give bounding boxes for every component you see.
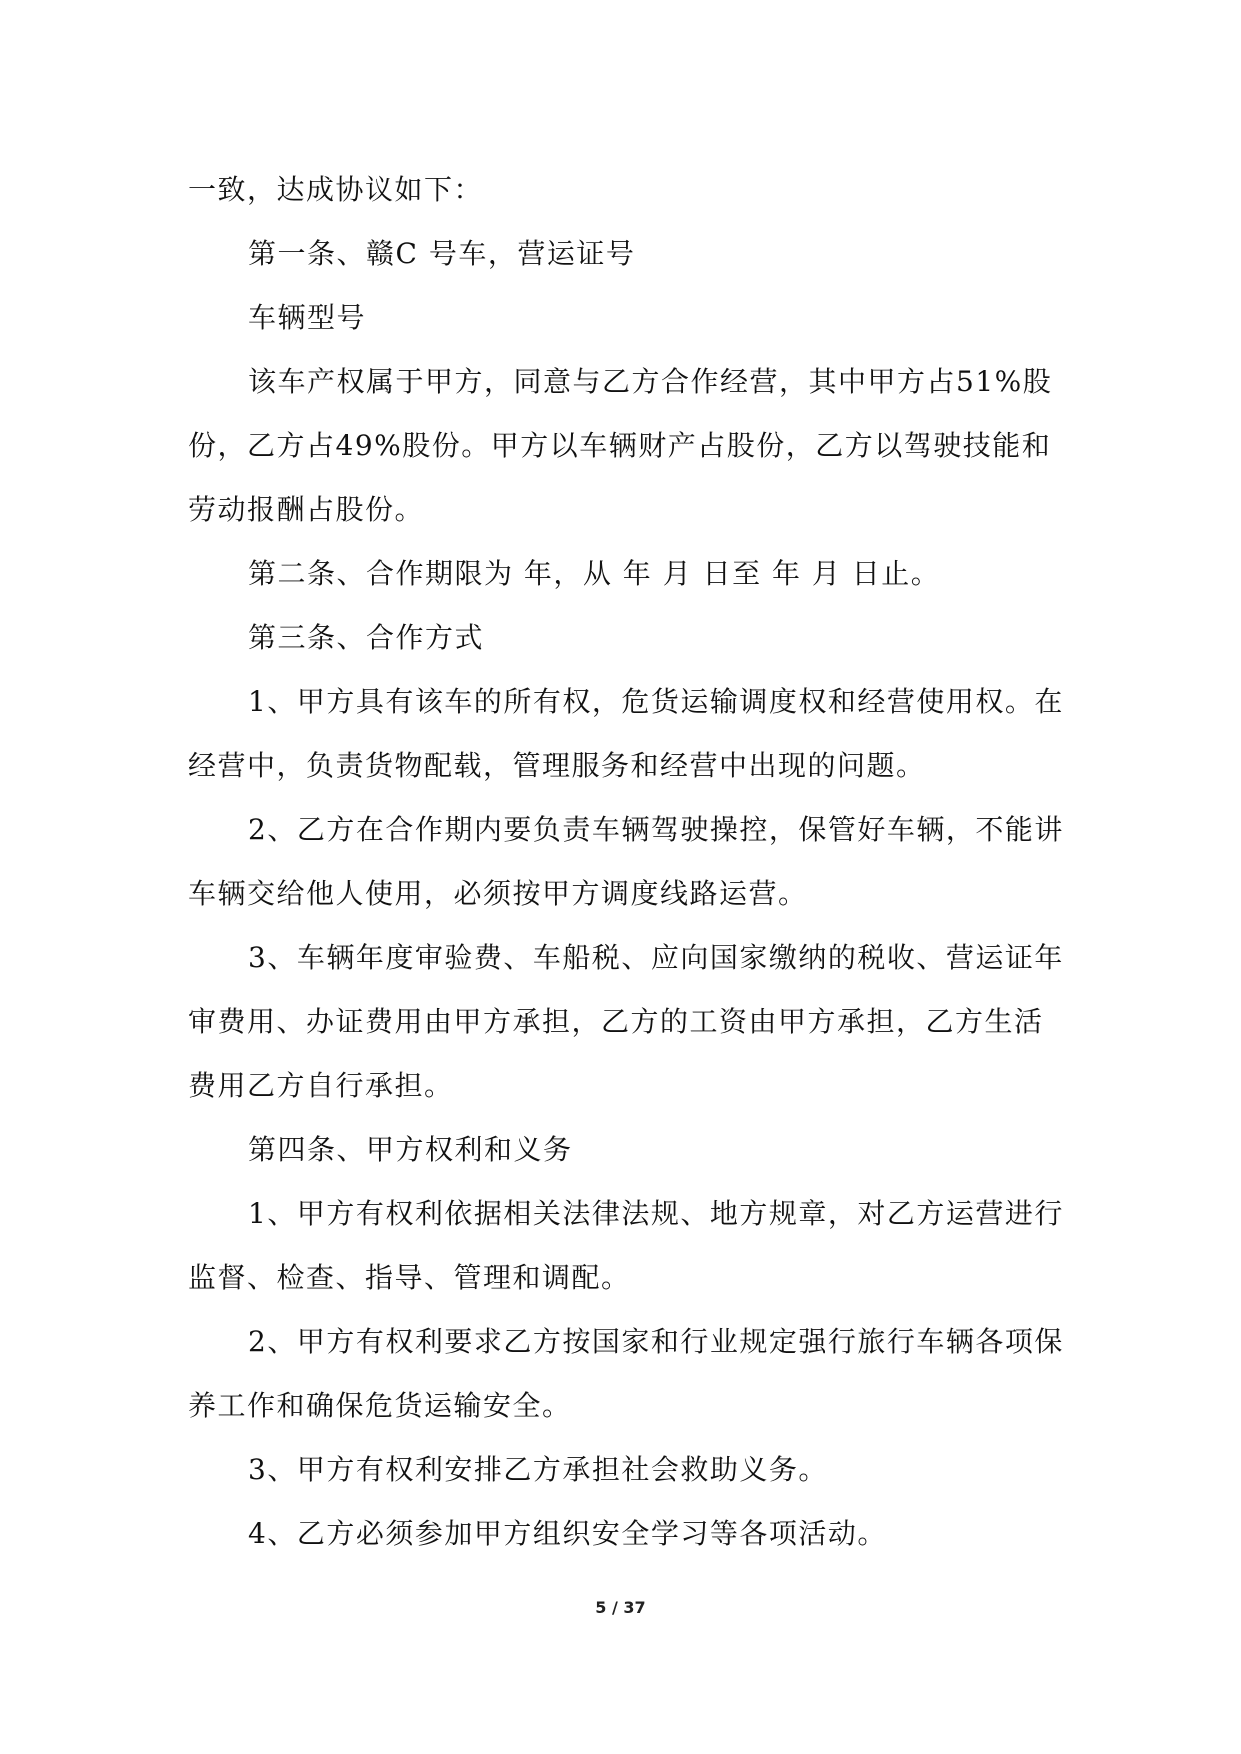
paragraph-article-4-item-2: 2、甲方有权利要求乙方按国家和行业规定强行旅行车辆各项保养工作和确保危货运输安全。 <box>188 1325 1064 1422</box>
document-body <box>188 158 1068 1566</box>
paragraph-intro: 一致，达成协议如下： <box>188 173 484 206</box>
page-number: 5 / 37 <box>595 1598 646 1617</box>
paragraph-article-2: 第二条、合作期限为 年，从 年 月 日至 年 月 日止。 <box>248 557 941 590</box>
paragraph-article-1: 第一条、赣C 号车，营运证号 <box>248 237 636 270</box>
paragraph-ownership: 该车产权属于甲方，同意与乙方合作经营，其中甲方占51%股份，乙方占49%股份。甲方以车辆财产占股份，乙方以驾驶技能和劳动报酬占股份。 <box>188 365 1053 526</box>
paragraph-vehicle-model: 车辆型号 <box>248 301 367 334</box>
paragraph-article-3-item-2: 2、乙方在合作期内要负责车辆驾驶操控，保管好车辆，不能讲车辆交给他人使用，必须按甲方调度线路运营。 <box>188 813 1064 910</box>
paragraph-article-3-heading: 第三条、合作方式 <box>248 621 485 654</box>
paragraph-article-4-item-1: 1、甲方有权利依据相关法律法规、地方规章，对乙方运营进行监督、检查、指导、管理和调配。 <box>188 1197 1064 1294</box>
paragraph-article-3-item-3: 3、车辆年度审验费、车船税、应向国家缴纳的税收、营运证年审费用、办证费用由甲方承担，乙方的工资由甲方承担，乙方生活费用乙方自行承担。 <box>188 941 1064 1102</box>
paragraph-article-3-item-1: 1、甲方具有该车的所有权，危货运输调度权和经营使用权。在经营中，负责货物配载，管理服务和经营中出现的问题。 <box>188 685 1064 782</box>
paragraph-article-4-heading: 第四条、甲方权利和义务 <box>248 1133 573 1166</box>
paragraph-article-4-item-4: 4、乙方必须参加甲方组织安全学习等各项活动。 <box>248 1517 887 1550</box>
paragraph-article-4-item-3: 3、甲方有权利安排乙方承担社会救助义务。 <box>248 1453 828 1486</box>
